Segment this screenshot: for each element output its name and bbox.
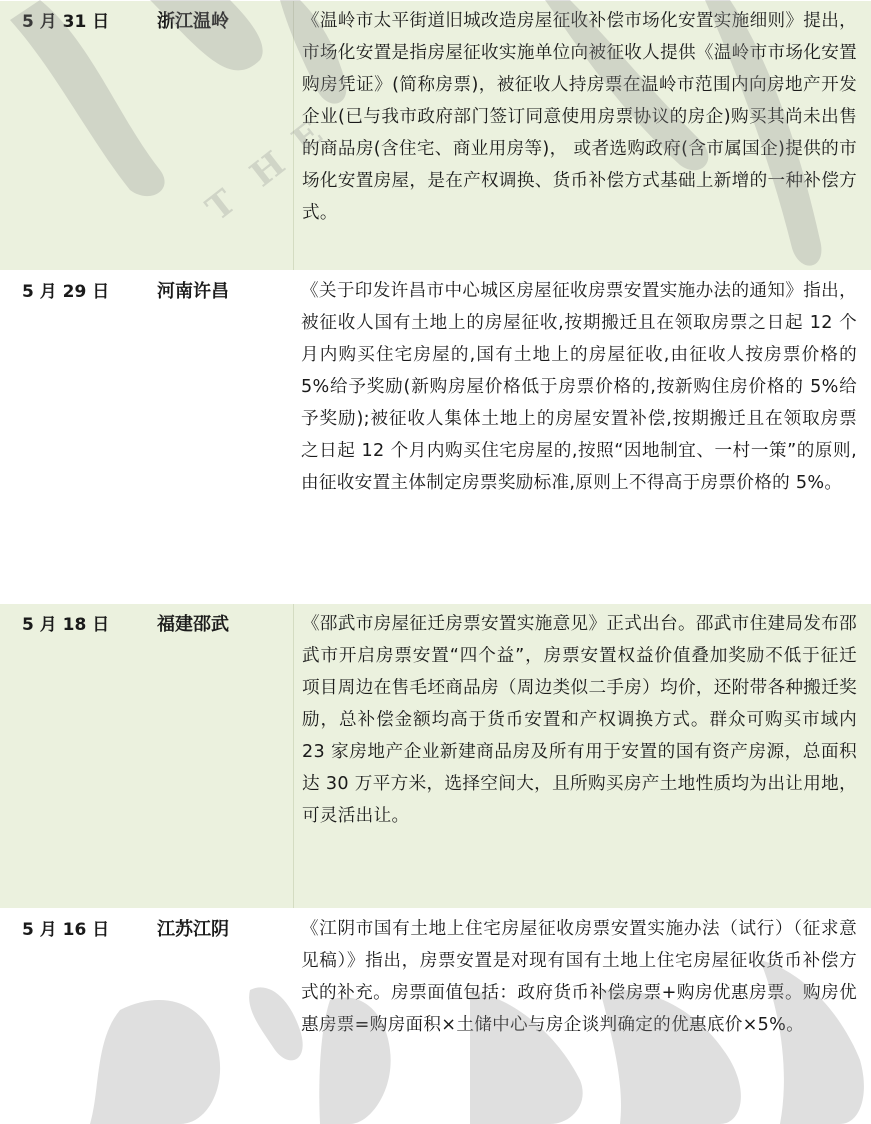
row-place: 江苏江阴 [157, 919, 229, 940]
table-row [0, 270, 871, 603]
row-date: 5 月 16 日 [22, 920, 110, 940]
row-date: 5 月 18 日 [22, 615, 110, 635]
table-row [0, 0, 871, 270]
row-description: 《温岭市太平街道旧城改造房屋征收补偿市场化安置实施细则》提出，市场化安置是指房屋征收实施单位向被征收人提供《温岭市市场化安置购房凭证》(简称房票)，被征收人持房票在温岭市范围内向房地产开发企业(已与我市政府部门签订同意使用房票协议的房企)购买其尚未出售的商品房(含住宅、商业用房等)， 或者选购政府(含市属国企)提供的市场化安置房屋，是在产权调换、货币补偿方式基础上新增的一种补偿方式。 [293, 1, 871, 270]
row-date: 5 月 31 日 [22, 12, 110, 32]
row-place: 浙江温岭 [157, 11, 229, 32]
table-row [0, 603, 871, 908]
row-date: 5 月 29 日 [22, 282, 110, 302]
row-place: 河南许昌 [157, 281, 229, 302]
row-place: 福建邵武 [157, 614, 229, 635]
row-description: 《江阴市国有土地上住宅房屋征收房票安置实施办法（试行）（征求意见稿）》指出，房票安置是对现有国有土地上住宅房屋征收货币补偿方式的补充。房票面值包括：政府货币补偿房票+购房优惠房票。购房优惠房票=购房面积×土储中心与房企谈判确定的优惠底价×5%。 [301, 919, 857, 1035]
row-description: 《邵武市房屋征迁房票安置实施意见》正式出台。邵武市住建局发布邵武市开启房票安置“四个益”，房票安置权益价值叠加奖励不低于征迁项目周边在售毛坯商品房（周边类似二手房）均价，还附带各种搬迁奖励，总补偿金额均高于货币安置和产权调换方式。群众可购买市域内 23 家房地产企业新建商品房及所有用于安置的国有资产房源，总面积达 30 万平方米，选择空间大，且所购买房产土地性质均为出让用地，可灵活出让。 [293, 604, 871, 908]
svg-text:T: T [198, 181, 244, 230]
svg-text:E: E [284, 113, 330, 162]
table-row [0, 908, 871, 1124]
svg-text:H: H [242, 143, 293, 196]
row-description: 《关于印发许昌市中心城区房屋征收房票安置实施办法的通知》指出，被征收人国有土地上的房屋征收,按期搬迁且在领取房票之日起 12 个月内购买住宅房屋的,国有土地上的房屋征收,由征收人按房票价格的 5%给予奖励(新购房屋价格低于房票价格的,按新购住房价格的 5%给予奖励);被征收人集体土地上的房屋安置补偿,按期搬迁且在领取房票之日起 12 个月内购买住宅房屋的,按照“因地制宜、一村一策”的原则,由征收安置主体制定房票奖励标准,原则上不得高于房票价格的 5%。 [301, 281, 857, 493]
